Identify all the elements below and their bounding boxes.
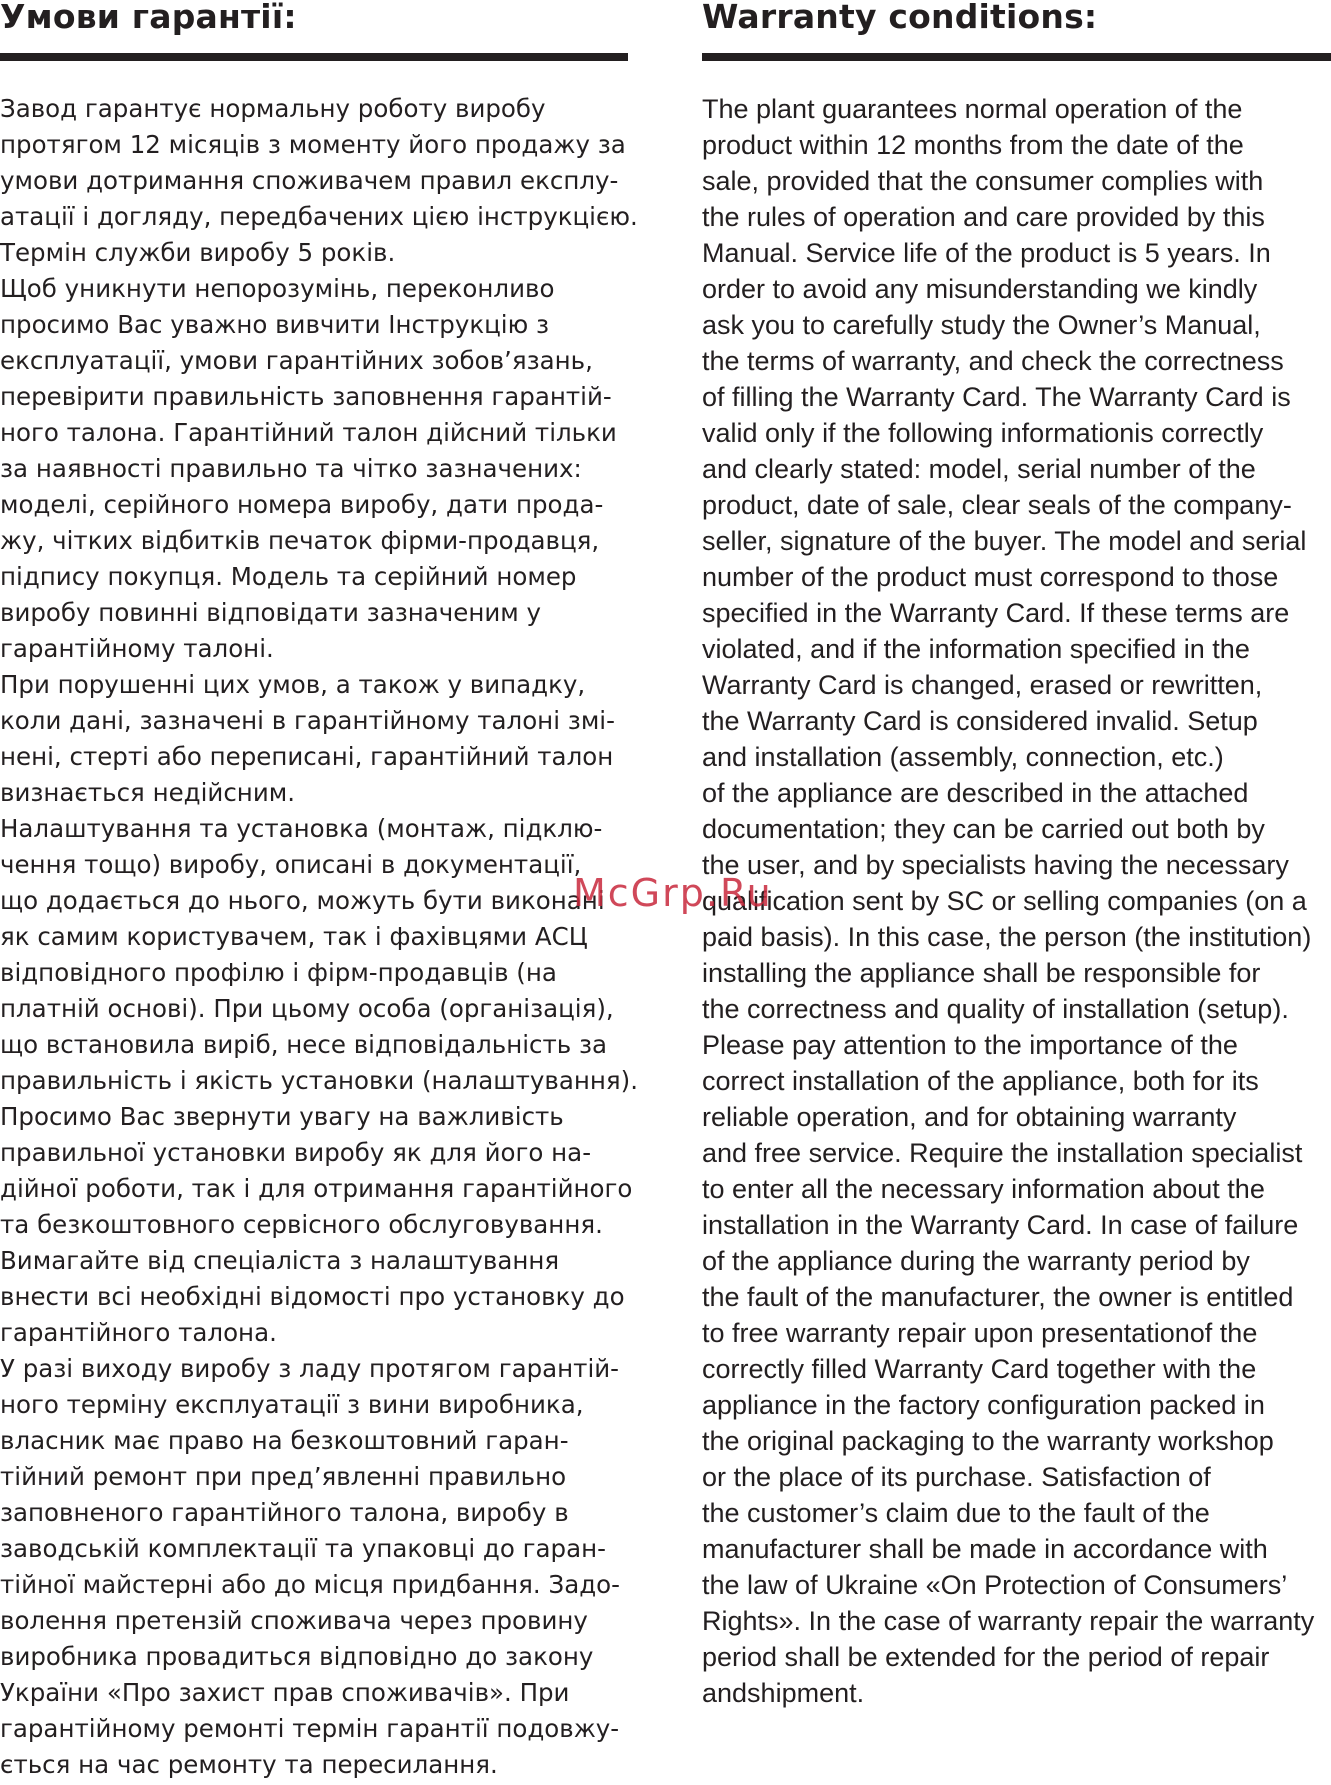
english-column [702, 0, 1331, 1708]
text-line: period shall be extended for the period of repair [702, 1642, 1270, 1672]
text-line: ного талона. Гарантійний талон дійсний тільки [0, 418, 617, 447]
ukrainian-body-text [0, 91, 638, 1783]
text-line: specified in the Warranty Card. If these terms are [702, 598, 1290, 628]
text-line: valid only if the following informationis correctly [702, 418, 1264, 448]
text-line: Warranty Card is changed, erased or rewritten, [702, 670, 1263, 700]
english-heading: Warranty conditions: [702, 0, 1098, 36]
text-line: що додається до нього, можуть бути виконані [0, 886, 605, 915]
text-line: просимо Вас уважно вивчити Інструкцію з [0, 310, 550, 339]
text-line: and free service. Require the installation specialist [702, 1138, 1303, 1168]
text-line: product within 12 months from the date of the [702, 130, 1244, 160]
text-line: the correctness and quality of installation (setup). [702, 994, 1289, 1024]
text-line: the Warranty Card is considered invalid. Setup [702, 706, 1258, 736]
text-line: атації і догляду, передбачених цією інструкцією. [0, 202, 638, 231]
text-line: При порушенні цих умов, а також у випадку, [0, 670, 586, 699]
text-line: та безкоштовного сервісного обслуговування. [0, 1210, 603, 1239]
text-line: протягом 12 місяців з моменту його продажу за [0, 130, 626, 159]
text-line: or the place of its purchase. Satisfaction of [702, 1462, 1211, 1492]
ukrainian-column [0, 0, 638, 1779]
text-line: Вимагайте від спеціаліста з налаштування [0, 1246, 560, 1275]
text-line: заповненого гарантійного талона, виробу в [0, 1498, 569, 1527]
text-line: the terms of warranty, and check the correctness [702, 346, 1284, 376]
text-line: Rights». In the case of warranty repair the warranty [702, 1606, 1315, 1636]
text-line: виробника провадиться відповідно до закону [0, 1642, 594, 1671]
text-line: to free warranty repair upon presentationof the [702, 1318, 1258, 1348]
text-line: the law of Ukraine «On Protection of Consumers’ [702, 1570, 1288, 1600]
text-line: заводській комплектації та упаковці до гаран- [0, 1534, 606, 1563]
text-line: violated, and if the information specified in the [702, 634, 1250, 664]
text-line: Термін служби виробу 5 років. [0, 238, 396, 267]
text-line: documentation; they can be carried out both by [702, 814, 1265, 844]
text-line: правильність і якість установки (налаштування). [0, 1066, 638, 1095]
text-line: моделі, серійного номера виробу, дати прода- [0, 490, 604, 519]
text-line: власник має право на безкоштовний гаран- [0, 1426, 569, 1455]
text-line: andshipment. [702, 1678, 865, 1708]
text-line: installing the appliance shall be responsible for [702, 958, 1261, 988]
watermark: McGrp.Ru [573, 871, 773, 915]
heading-rule-right [702, 53, 1331, 61]
text-line: як самим користувачем, так і фахівцями АСЦ [0, 922, 588, 951]
text-line: order to avoid any misunderstanding we kindly [702, 274, 1258, 304]
text-line: paid basis). In this case, the person (the institution) [702, 922, 1312, 952]
text-line: що встановила виріб, несе відповідальність за [0, 1030, 608, 1059]
text-line: correct installation of the appliance, both for its [702, 1066, 1259, 1096]
text-line: за наявності правильно та чітко зазначених: [0, 454, 582, 483]
text-line: ється на час ремонту та пересилання. [0, 1750, 498, 1779]
text-line: manufacturer shall be made in accordance with [702, 1534, 1268, 1564]
text-line: of the appliance are described in the attached [702, 778, 1249, 808]
text-line: внести всі необхідні відомості про установку до [0, 1282, 625, 1311]
text-line: тійної майстерні або до місця придбання. Задо- [0, 1570, 620, 1599]
text-line: the original packaging to the warranty workshop [702, 1426, 1274, 1456]
text-line: гарантійному ремонті термін гарантії подовжу- [0, 1714, 620, 1743]
text-line: Завод гарантує нормальну роботу виробу [0, 94, 546, 123]
text-line: ного терміну експлуатації з вини виробника, [0, 1390, 584, 1419]
text-line: підпису покупця. Модель та серійний номер [0, 562, 577, 591]
text-line: the rules of operation and care provided by this [702, 202, 1265, 232]
text-line: and installation (assembly, connection, etc.) [702, 742, 1224, 772]
text-line: перевірити правильність заповнення гарантій- [0, 382, 612, 411]
text-line: Просимо Вас звернути увагу на важливість [0, 1102, 564, 1131]
text-line: product, date of sale, clear seals of the company- [702, 490, 1292, 520]
text-line: гарантійного талона. [0, 1318, 277, 1347]
ukrainian-heading: Умови гарантії: [0, 0, 297, 36]
text-line: of the appliance during the warranty period by [702, 1246, 1250, 1276]
text-line: коли дані, зазначені в гарантійному талоні змі- [0, 706, 615, 735]
text-line: правильної установки виробу як для його на- [0, 1138, 592, 1167]
heading-rule-left [0, 53, 628, 61]
text-line: Please pay attention to the importance of the [702, 1030, 1238, 1060]
text-line: correctly filled Warranty Card together with the [702, 1354, 1257, 1384]
text-line: of filling the Warranty Card. The Warranty Card is [702, 382, 1291, 412]
text-line: to enter all the necessary information about the [702, 1174, 1265, 1204]
text-line: Налаштування та установка (монтаж, підклю- [0, 814, 603, 843]
text-line: У разі виходу виробу з ладу протягом гарантій- [0, 1354, 620, 1383]
text-line: чення тощо) виробу, описані в документації, [0, 850, 582, 879]
text-line: експлуатації, умови гарантійних зобов’язань, [0, 346, 593, 375]
text-line: sale, provided that the consumer complies with [702, 166, 1264, 196]
text-line: the fault of the manufacturer, the owner is entitled [702, 1282, 1294, 1312]
text-line: визнається недійсним. [0, 778, 296, 807]
text-line: reliable operation, and for obtaining warranty [702, 1102, 1237, 1132]
text-line: виробу повинні відповідати зазначеним у [0, 598, 542, 627]
text-line: тійний ремонт при пред’явленні правильно [0, 1462, 567, 1491]
text-line: installation in the Warranty Card. In case of failure [702, 1210, 1299, 1240]
text-line: The plant guarantees normal operation of the [702, 94, 1243, 124]
text-line: ask you to carefully study the Owner’s Manual, [702, 310, 1261, 340]
text-line: appliance in the factory configuration packed in [702, 1390, 1265, 1420]
english-body-text [702, 91, 1314, 1711]
text-line: гарантійному талоні. [0, 634, 274, 663]
text-line: number of the product must correspond to those [702, 562, 1279, 592]
text-line: seller, signature of the buyer. The model and serial [702, 526, 1307, 556]
text-line: the user, and by specialists having the necessary [702, 850, 1289, 880]
text-line: Manual. Service life of the product is 5 years. In [702, 238, 1271, 268]
text-line: the customer’s claim due to the fault of the [702, 1498, 1210, 1528]
text-line: України «Про захист прав споживачів». При [0, 1678, 570, 1707]
text-line: відповідного профілю і фірм-продавців (на [0, 958, 557, 987]
text-line: жу, чітких відбитків печаток фірми-продавця, [0, 526, 600, 555]
text-line: дійної роботи, так і для отримання гарантійного [0, 1174, 633, 1203]
text-line: and clearly stated: model, serial number of the [702, 454, 1256, 484]
text-line: волення претензій споживача через провину [0, 1606, 588, 1635]
text-line: умови дотримання споживачем правил експлу- [0, 166, 619, 195]
text-line: нені, стерті або переписані, гарантійний талон [0, 742, 614, 771]
text-line: Щоб уникнути непорозумінь, переконливо [0, 274, 555, 303]
text-line: qualification sent by SC or selling companies (on a [702, 886, 1307, 916]
text-line: платній основі). При цьому особа (організація), [0, 994, 614, 1023]
